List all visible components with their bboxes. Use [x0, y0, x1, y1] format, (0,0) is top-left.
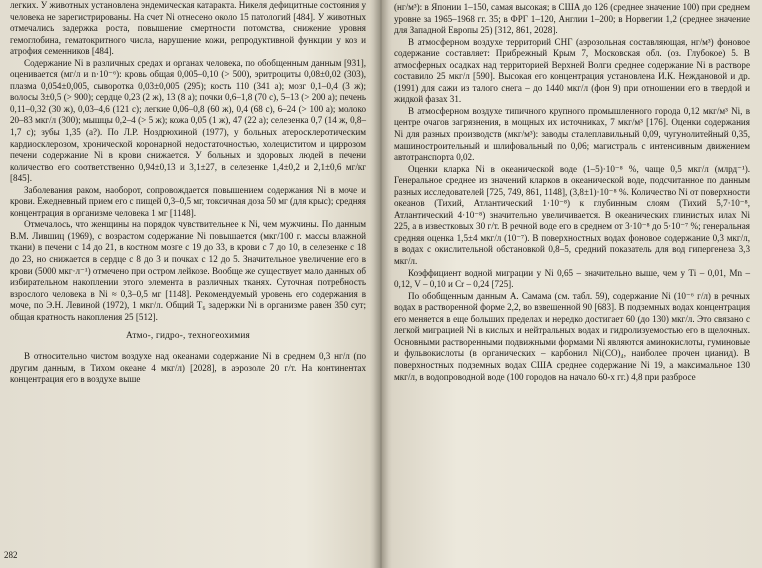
- section-heading: Атмо-, гидро-, техногеохимия: [125, 331, 251, 342]
- paragraph: Оценки кларка Ni в океанической воде (1–5)·10⁻⁸ %, чаще 0,5 мкг/л (млрд⁻¹). Генеральное среднее из значений кларков в океанической воде, подсчитанное по данным разных исследователей [725, 749, 861, 1148], (3,8±1)·10⁻⁸ %. Количество Ni от поверхности океанов (Тихий, Атлантический 1·10⁻⁸) к глубинным слоям (Тихий 5,7·10⁻⁸, Атлантический 4·10⁻⁸) значительно увеличивается. В океанических глинистых илах Ni 225, а в известковых 30 г/т. В речной воде его в среднем от 3·10⁻⁸ до 5·10⁻⁷ %; генеральная средняя оценка 1,5±4 мкг/л (10⁻⁷). В поверхностных водах фоновое содержание 0,3 мкг/л, в водах с окислительной обстановкой 0,8–5, средний показатель для вод гипергенеза 3,3 мкг/л.: [394, 163, 750, 267]
- paragraph: легких. У животных установлена эндемическая катаракта. Никеля дефицитные состояния у человека не зарегистрированы. На счет Ni отнесено около 15 патологий [484]. У животных отмечались задержка роста, повышение смертности потомства, снижение уровня гемоглобина, гематокритного числа, нарушение кожи, репродуктивной функции у коз и атрофия семенников [484].: [10, 0, 366, 57]
- paragraph: По обобщенным данным А. Самама (см. табл. 59), содержание Ni (10⁻⁶ г/л) в речных водах в растворенной форме 2,2, во взвешенной 90 [683]. В подземных водах концентрация его меняется в еще больших пределах и нередко достигает 60 (до 130) мкг/л. Это связано с легкой миграцией Ni в кислых и нейтральных водах и гидролизуемостью его в щелочных. Основными растворенными подвижными формами Ni являются аминокислоты, гуминовые и фульвокислоты (в органических – карбонил Ni(CO)₄, наиболее прочен цианид). В поверхностных подземных водах США среднее содержание Ni 19, а максимальное 130 мкг/л, в водопроводной воде (100 городов на начало 60-х гг.) 4,8 при разбросе: [394, 290, 750, 382]
- right-page: [384, 0, 762, 568]
- paragraph: В атмосферном воздухе типичного крупного промышленного города 0,12 мкг/м³ Ni, в центре очагов загрязнения, в мощных их источниках, 7 мкг/м³ [176]. Оценки содержания Ni для разных производств (мкг/м³): заводы сталеплавильный 0,09, чугунолитейный 0,35, машиностроительный и шлифовальный по 0,06; магистраль с интенсивным движением автотранспорта 0,02.: [394, 105, 750, 163]
- paragraph: Заболевания раком, наоборот, сопровождается повышением содержания Ni в моче и крови. Ежедневный прием его с пищей 0,3–0,5 мг, токсичная доза 50 мг (для крыс); средняя концентрация в организме человека 1 мг [1148].: [10, 184, 366, 218]
- paragraph: В относительно чистом воздухе над океанами содержание Ni в среднем 0,3 нг/л (по другим данным, в Тихом океане 4 мкг/л) [2028], в аэрозоле 20 г/т. На континентах концентрация его в воздухе выше: [10, 351, 366, 385]
- left-text-column: [10, 0, 366, 386]
- left-page: [0, 0, 378, 568]
- page-number: 282: [4, 550, 18, 560]
- paragraph: Содержание Ni в различных средах и органах человека, по обобщенным данным [931], оценивается (мг/л и n·10⁻⁶): кровь общая 0,005–0,10 (> 500), эритроциты 0,08±0,02 (303), плазма 0,054±0,005, сыворотка 0,03±0,005 (295); кость 110 (341 а); мозг 0,1–0,4 (3 ж); волосы 3±0,5 (> 900); сердце 0,23 (2 ж), 13 (8 а); почки 0,6–1,8 (70 с), 5–13 (> 200 а); печень 0,11–0,32 (30 ж), 0,03–4,6 (121 с); легкие 0,06–0,8 (60 ж), 0,4 (68 с), 6–24 (> 100 а); молоко 20–83 мкг/л (300); мышцы 0,2–4 (> 5 ж); кожа 0,05 (1 ж), 47 (22 а); селезенка 0,7 (14 ж, 0,8–1,7 с); зубы 1,35 (а?). По Л.Р. Ноздрюхиной (1977), у больных атеросклеротическим кардиосклерозом, хронической коронарной недостаточностью, холециститом и циррозом печени содержание Ni в крови снижается. У больных и здоровых людей в печени количество его соответственно 0,94±0,13 и 3,1±27, в селезенке 1,4±0,2 и 2,1±0,6 мг/кг [845].: [10, 57, 366, 184]
- paragraph: В атмосферном воздухе территорий СНГ (аэрозольная составляющая, нг/м³) фоновое содержание составляет: Прибрежный Крым 7, Московская обл. (оз. Глубокое) 5. В атмосферных осадках над территорией Верхней Волги среднее содержание Ni в растворе составило 25 мкг/л [590]. Высокая его концентрация установлена И.К. Неждановой и др. (1991) для сажи из талого снега – до 1440 мкг/л (фон 9) при отношении его в твердой и жидкой фазах 31.: [394, 36, 750, 105]
- paragraph: Отмечалось, что женщины на порядок чувствительнее к Ni, чем мужчины. По данным В.М. Лившиц (1969), с возрастом содержание Ni повышается (мкг/100 г. массы влажной ткани) в печени с 14 до 21, в костном мозге с 19 до 33, в крови с 7 до 10, в селезенке с 18 до 23, но снижается в сердце с 8 до 3 и почках с 12 до 5. Значительное увеличение его в крови (5000 мкг·л⁻¹) отмечено при остром лейкозе. Вообще же существует мало данных об избирательном накоплении этого элемента в различных тканях. Суточная потребность взрослого человека в Ni ≈ 0,3–0,5 мг [1148]. Рекомендуемый уровень его содержания в моче, по Э.Н. Левиной (1972), 1 мкг/л. Общий Т₆ задержки Ni в организме равен 350 сут; общая кратность накопления 25 [512].: [10, 219, 366, 322]
- right-text-column: [394, 2, 750, 383]
- paragraph: (нг/м³): в Японии 1–150, самая высокая; в США до 126 (среднее значение 100) при среднем уровне за 1965–1968 гг. 35; в ФРГ 1–120, Англии 1–200; в Норвегии 1,2 (среднее значение для Западной Европы 25) [312, 861, 2028].: [394, 2, 750, 36]
- paragraph: Коэффициент водной миграции у Ni 0,65 – значительно выше, чем у Ti – 0,01, Mn – 0,12, V – 0,10 и Cr – 0,24 [725].: [394, 267, 750, 290]
